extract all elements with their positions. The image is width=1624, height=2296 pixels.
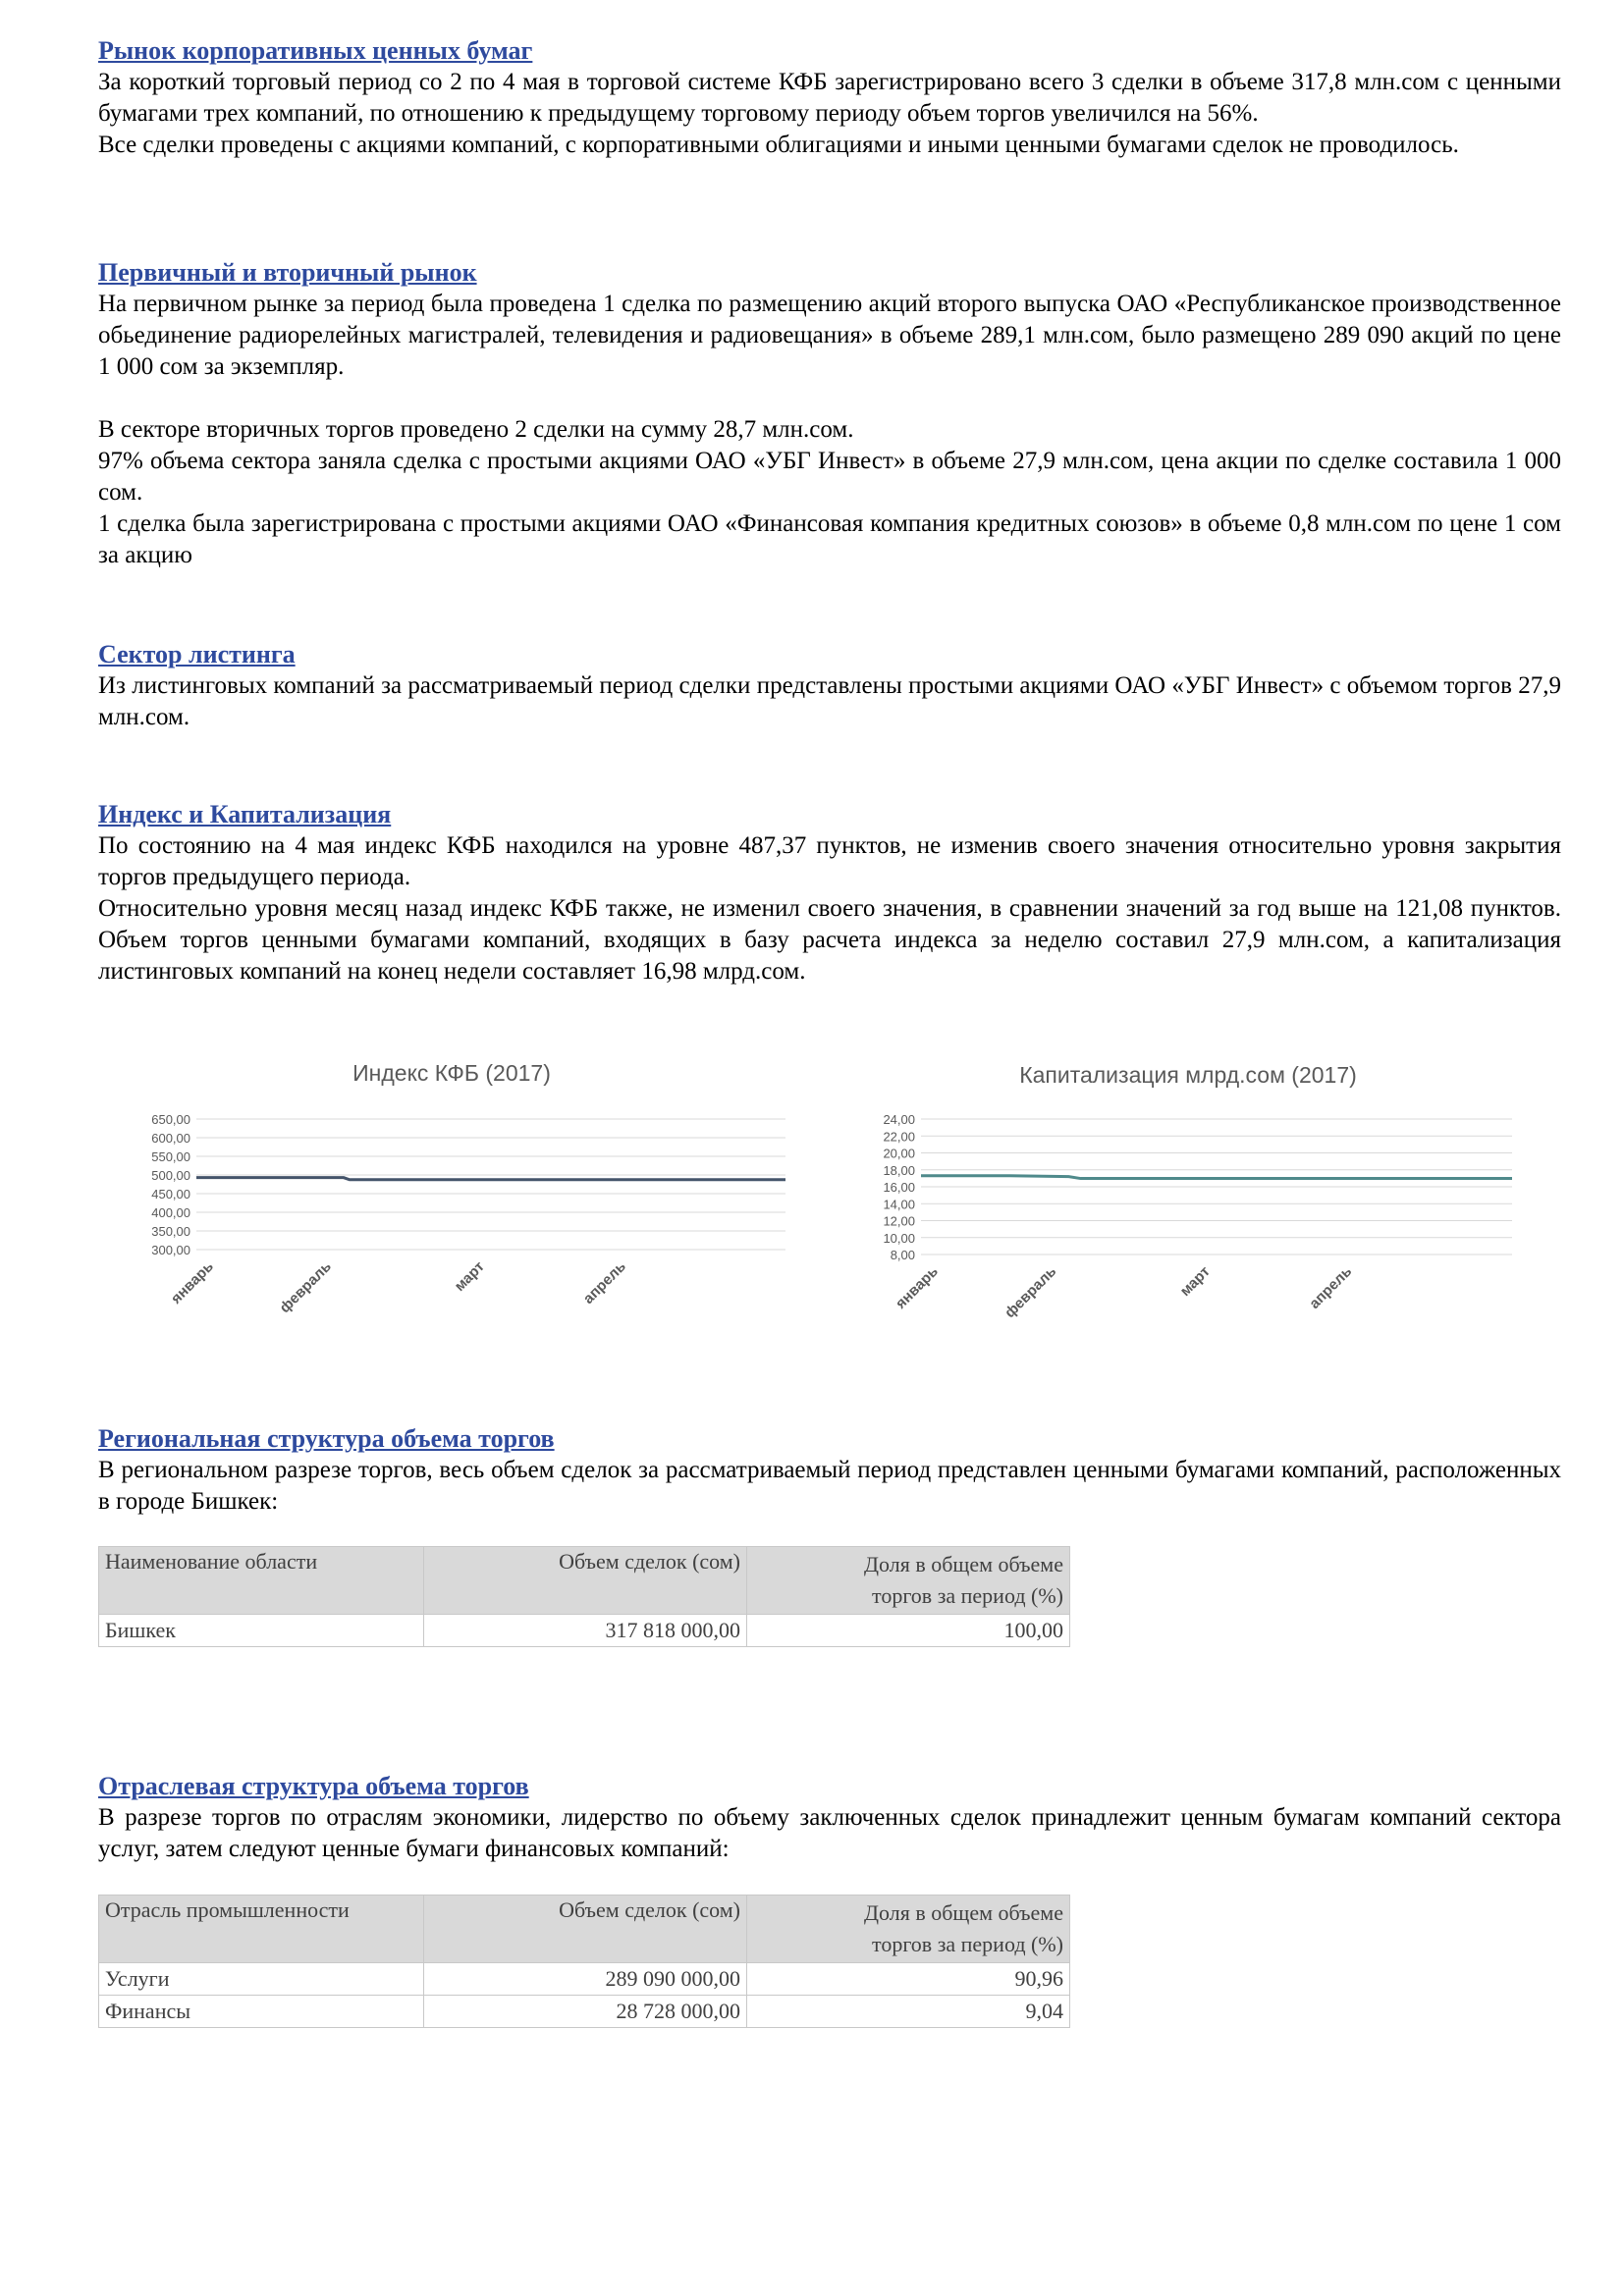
x-tick-label: январь [892,1262,942,1312]
section-heading: Отраслевая структура объема торгов [98,1772,529,1800]
table-row [99,1963,1070,1996]
y-tick-label: 14,00 [883,1197,915,1212]
paragraph: На первичном рынке за период была проведена 1 сделка по размещению акций второго выпуска ОАО «Республиканское производственное обьединение радиорелейных магистралей, телевидения и радиовещания» в объеме 289,1 млн.сом, было размещено 289 090 акций по цене 1 000 сом за экземпляр. [98,291,1561,380]
section-heading: Сектор листинга [98,640,296,668]
x-tick-label: апрель [579,1257,629,1308]
section-heading: Рынок корпоративных ценных бумаг [98,36,533,65]
chart-title: Капитализация млрд.сом (2017) [1019,1062,1357,1088]
x-tick-label: март [451,1257,488,1295]
section-heading: Индекс и Капитализация [98,800,392,828]
y-tick-label: 500,00 [151,1168,190,1183]
table-cell: Бишкек [99,1615,424,1647]
paragraph: В разрезе торгов по отраслям экономики, лидерство по объему заключенных сделок принадлежит ценным бумагам компаний сектора услуг, затем следуют ценные бумаги финансовых компаний: [98,1804,1561,1862]
section-index-capitalization [98,799,1561,988]
table-cell: 28 728 000,00 [424,1996,747,2028]
y-tick-label: 16,00 [883,1180,915,1195]
regional-table [98,1546,1070,1647]
section-primary-secondary-market [98,257,1561,571]
table-cell: Услуги [99,1963,424,1996]
table-row [99,1996,1070,2028]
paragraph: В секторе вторичных торгов проведено 2 сделки на сумму 28,7 млн.сом. [98,416,854,443]
y-tick-label: 300,00 [151,1243,190,1257]
table-row [99,1615,1070,1647]
header-line: Доля в общем объеме [864,1552,1063,1576]
chart-title: Индекс КФБ (2017) [352,1060,551,1086]
y-tick-label: 10,00 [883,1230,915,1246]
table-cell: Финансы [99,1996,424,2028]
table-header-row [99,1547,1070,1615]
paragraph: В региональном разрезе торгов, весь объем сделок за рассматриваемый период представлен ценными бумагами компаний, расположенных в городе Бишкек: [98,1457,1561,1515]
y-tick-label: 550,00 [151,1149,190,1164]
series-line [921,1176,1512,1179]
x-tick-label: февраль [1001,1262,1060,1322]
chart-plot [98,1050,805,1345]
chart-plot [844,1050,1532,1345]
y-tick-label: 600,00 [151,1131,190,1146]
paragraph: Из листинговых компаний за рассматриваемый период сделки представлены простыми акциями ОАО «УБГ Инвест» с объемом торгов 27,9 млн.сом. [98,672,1561,730]
table-header-cell [747,1547,1070,1615]
paragraph: Все сделки проведены с акциями компаний, с корпоративными облигациями и иными ценными бумагами сделок не проводилось. [98,132,1459,158]
paragraph: По состоянию на 4 мая индекс КФБ находился на уровне 487,37 пунктов, не изменив своего значения относительно уровня закрытия торгов предыдущего периода. [98,832,1561,890]
paragraph: 1 сделка была зарегистрирована с простыми акциями ОАО «Финансовая компания кредитных союзов» в объеме 0,8 млн.сом по цене 1 сом за акцию [98,510,1561,568]
header-line: торгов за период (%) [872,1932,1063,1956]
table-header-row [99,1896,1070,1963]
y-tick-label: 350,00 [151,1224,190,1239]
paragraph: За короткий торговый период со 2 по 4 мая в торговой системе КФБ зарегистрировано всего 3 сделки в объеме 317,8 млн.сом с ценными бумагами трех компаний, по отношению к предыдущему торговому периоду объем торгов увеличился на 56%. [98,69,1561,127]
y-tick-label: 650,00 [151,1112,190,1127]
x-tick-label: март [1176,1262,1214,1300]
table-cell: 289 090 000,00 [424,1963,747,1996]
y-tick-label: 450,00 [151,1187,190,1201]
table-header-cell: Объем сделок (сом) [424,1547,747,1615]
table-header-cell: Наименование области [99,1547,424,1615]
y-tick-label: 24,00 [883,1112,915,1127]
table-header-cell: Отрасль промышленности [99,1896,424,1963]
table-cell: 9,04 [747,1996,1070,2028]
y-tick-label: 18,00 [883,1162,915,1178]
header-line: торгов за период (%) [872,1583,1063,1608]
x-tick-label: февраль [276,1257,335,1317]
y-tick-label: 12,00 [883,1213,915,1229]
section-heading: Первичный и вторичный рынок [98,258,477,287]
sector-table [98,1895,1070,2028]
paragraph: Относительно уровня месяц назад индекс КФБ также, не изменил своего значения, в сравнении значений за год выше на 121,08 пунктов. Объем торгов ценными бумагами компаний, входящих в базу расчета индекса за неделю составил 27,9 млн.сом, а капитализация листинговых компаний на конец недели составляет 16,98 млрд.сом. [98,895,1561,985]
x-tick-label: апрель [1306,1262,1356,1312]
table-cell: 90,96 [747,1963,1070,1996]
x-tick-label: январь [167,1257,217,1308]
section-sector-structure [98,1771,1561,1865]
header-line: Доля в общем объеме [864,1900,1063,1925]
chart-capitalization [844,1050,1532,1345]
section-corporate-market [98,35,1561,161]
table-cell: 317 818 000,00 [424,1615,747,1647]
series-line [196,1178,785,1180]
y-tick-label: 400,00 [151,1205,190,1220]
table-header-cell: Объем сделок (сом) [424,1896,747,1963]
y-tick-label: 8,00 [890,1248,915,1262]
section-heading: Региональная структура объема торгов [98,1424,555,1453]
table-cell: 100,00 [747,1615,1070,1647]
y-tick-label: 22,00 [883,1129,915,1145]
chart-kfb-index [98,1050,805,1345]
y-tick-label: 20,00 [883,1146,915,1161]
section-listing [98,639,1561,733]
table-header-cell [747,1896,1070,1963]
paragraph: 97% объема сектора заняла сделка с простыми акциями ОАО «УБГ Инвест» в объеме 27,9 млн.сом, цена акции по сделке составила 1 000 сом. [98,448,1561,506]
section-regional-structure [98,1423,1561,1518]
